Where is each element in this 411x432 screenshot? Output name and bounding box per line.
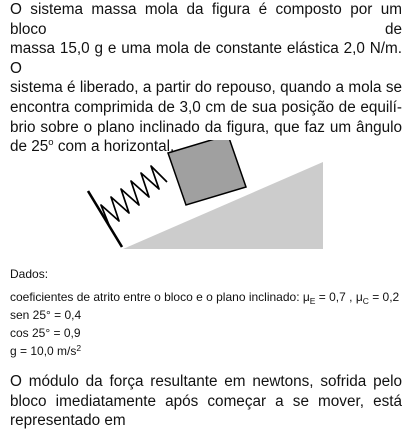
closing-line: bloco imediatamente após começar a se mover, está: [10, 392, 402, 410]
angle-suffix: com a horizontal.: [53, 138, 175, 156]
gravity-exponent: 2: [76, 343, 82, 353]
question-intro: [10, 0, 402, 159]
intro-line: brio sobre o plano inclinado da figura, que faz um ângulo: [10, 118, 402, 136]
intro-line: sistema é liberado, a partir do repouso, quando a mola se: [10, 79, 402, 97]
question-closing: [10, 372, 402, 431]
mu-e-subscript: E: [309, 296, 316, 306]
intro-line: encontra comprimida de 3,0 cm de sua posição de equilí-: [10, 98, 402, 116]
sin-value: sen 25° = 0,4: [10, 308, 82, 322]
closing-line: representado em: [10, 412, 126, 430]
cos-value: cos 25° = 0,9: [10, 326, 81, 340]
intro-line: massa 15,0 g e uma mola de constante elástica 2,0 N/m. O: [10, 40, 402, 77]
block: [168, 140, 246, 205]
data-section: [10, 266, 408, 360]
gravity-text: g = 10,0 m/s: [10, 344, 77, 358]
mu-c-value: = 0,2: [368, 290, 400, 304]
gravity-value: [10, 342, 408, 360]
data-title: Dados:: [10, 267, 49, 281]
mu-symbol: μ: [302, 290, 310, 304]
incline-figure: [86, 140, 326, 252]
closing-line: O módulo da força resultante em newtons, sofrida pelo: [10, 373, 402, 390]
mu-symbol: μ: [355, 290, 363, 304]
mu-c-subscript: C: [362, 296, 369, 306]
degree-mark: o: [48, 137, 54, 149]
spring: [101, 166, 167, 225]
angle-text: de 25: [10, 138, 49, 156]
mu-e-value: = 0,7 ,: [315, 290, 356, 304]
intro-line: O sistema massa mola da figura é composto por um bloco de: [10, 1, 402, 38]
friction-label: coeficientes de atrito entre o bloco e o plano inclinado:: [10, 290, 303, 304]
friction-coefficients: [10, 288, 408, 306]
